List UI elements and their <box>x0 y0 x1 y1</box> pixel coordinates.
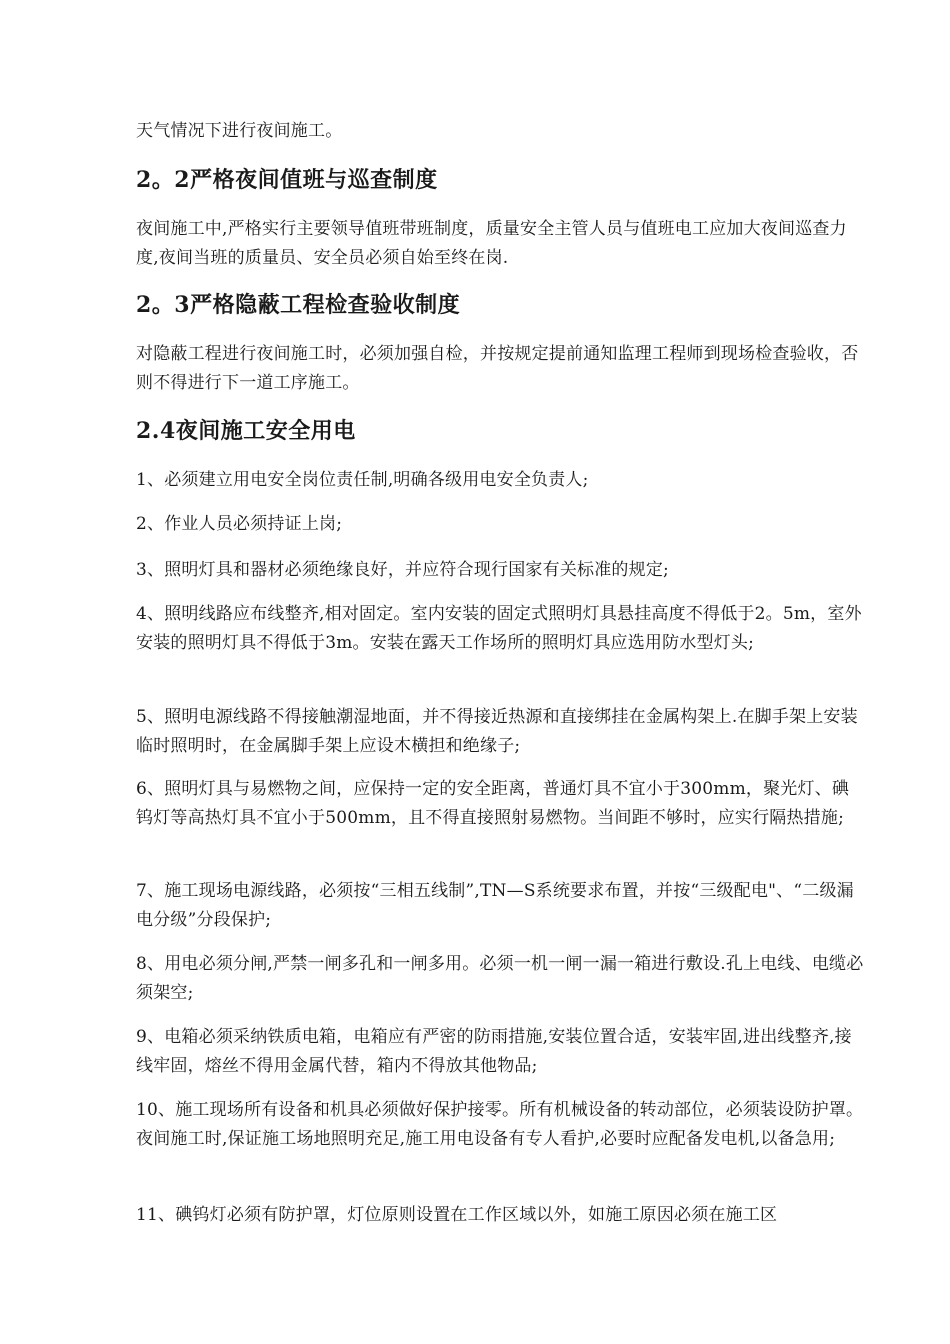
list-item-8: 8、用电必须分闸,严禁一闸多孔和一闸多用。必须一机一闸一漏一箱进行敷设.孔上电线、电缆必须架空; <box>136 954 864 1003</box>
list-item-1: 1、必须建立用电安全岗位责任制,明确各级用电安全负责人; <box>136 470 589 490</box>
list-item-10: 10、施工现场所有设备和机具必须做好保护接零。所有机械设备的转动部位，必须装设防护罩。夜间施工时,保证施工场地照明充足,施工用电设备有专人看护,必要时应配备发电机,以备急用; <box>136 1100 864 1149</box>
list-item-5: 5、照明电源线路不得接触潮湿地面，并不得接近热源和直接绑挂在金属构架上.在脚手架上安装临时照明时，在金属脚手架上应设木横担和绝缘子; <box>136 707 858 756</box>
paragraph-hidden-works: 对隐蔽工程进行夜间施工时，必须加强自检，并按规定提前通知监理工程师到现场检查验收，否则不得进行下一道工序施工。 <box>136 344 859 393</box>
list-item-4: 4、照明线路应布线整齐,相对固定。室内安装的固定式照明灯具悬挂高度不得低于2。5m，室外安装的照明灯具不得低于3m。安装在露天工作场所的照明灯具应选用防水型灯头; <box>136 604 862 653</box>
list-item-7: 7、施工现场电源线路，必须按“三相五线制”,TN—S系统要求布置，并按“三级配电"、“二级漏电分级”分段保护; <box>136 881 854 930</box>
list-item-3: 3、照明灯具和器材必须绝缘良好，并应符合现行国家有关标准的规定; <box>136 560 669 580</box>
section-heading-2-3: 2。3严格隐蔽工程检查验收制度 <box>136 292 461 318</box>
list-item-11: 11、碘钨灯必须有防护罩，灯位原则设置在工作区域以外，如施工原因必须在施工区 <box>136 1205 778 1225</box>
list-item-2: 2、作业人员必须持证上岗; <box>136 514 343 534</box>
section-heading-2-4: 2.4夜间施工安全用电 <box>136 418 356 444</box>
list-item-6: 6、照明灯具与易燃物之间，应保持一定的安全距离，普通灯具不宜小于300mm，聚光灯、碘钨灯等高热灯具不宜小于500mm，且不得直接照射易燃物。当间距不够时，应实行隔热措施; <box>136 779 850 828</box>
section-heading-2-2: 2。2严格夜间值班与巡查制度 <box>136 167 438 193</box>
list-item-9: 9、电箱必须采纳铁质电箱，电箱应有严密的防雨措施,安装位置合适，安装牢固,进出线整齐,接线牢固，熔丝不得用金属代替，箱内不得放其他物品; <box>136 1027 852 1076</box>
paragraph-night-duty: 夜间施工中,严格实行主要领导值班带班制度，质量安全主管人员与值班电工应加大夜间巡查力度,夜间当班的质量员、安全员必须自始至终在岗. <box>136 219 847 268</box>
paragraph-weather-note: 天气情况下进行夜间施工。 <box>136 121 343 141</box>
